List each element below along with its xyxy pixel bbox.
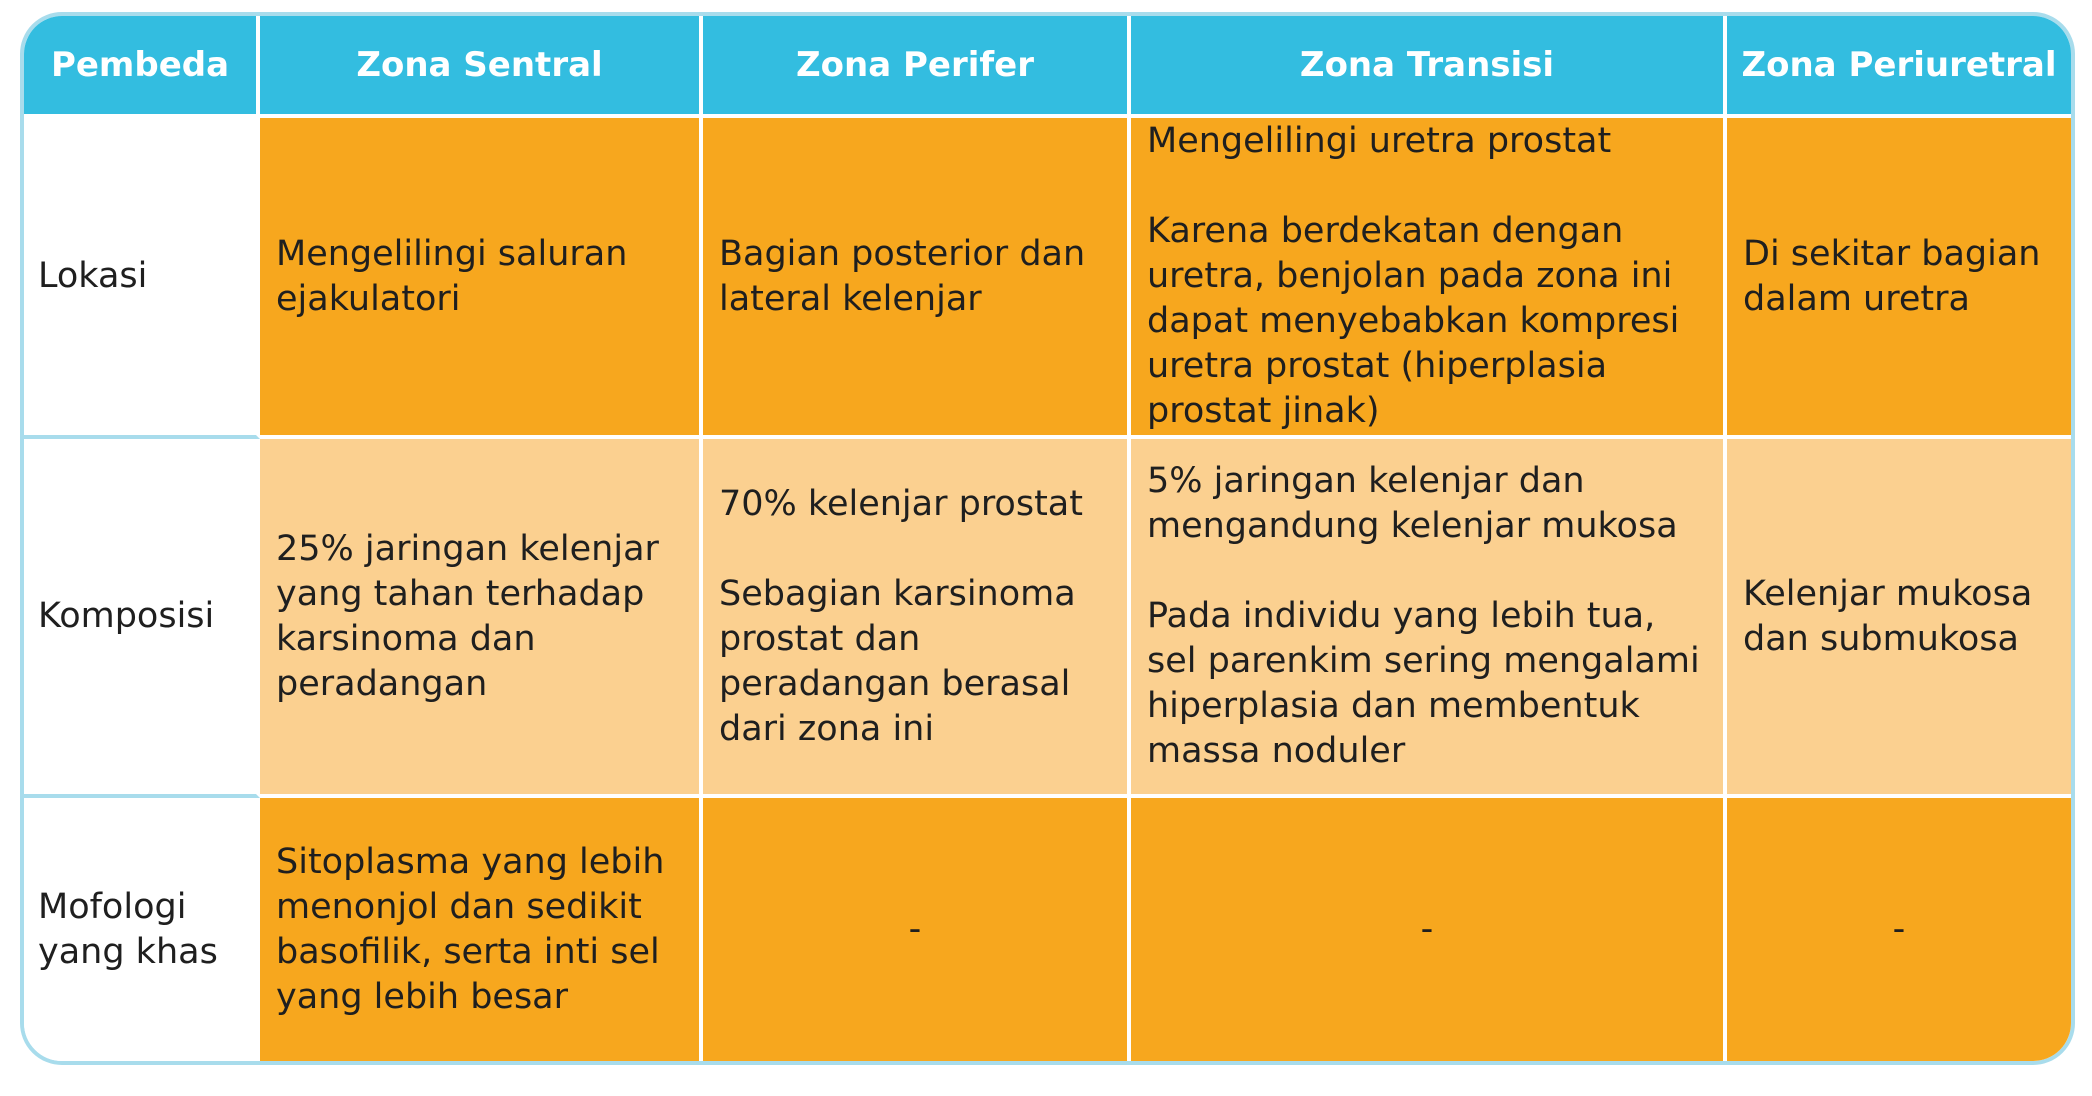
row-label-morfologi: Mofologi yang khas: [24, 798, 260, 1061]
cell-morfologi-perifer: [703, 798, 1131, 1061]
cell-lokasi-transisi: [1131, 118, 1727, 439]
cell-text: Karena berdekatan dengan uretra, benjolan pada zona ini dapat menyebabkan kompresi uretra prostat (hiperplasia prostat jinak): [1147, 211, 1680, 431]
cell-morfologi-periuretral: [1727, 798, 2071, 1061]
header-zona-periuretral: Zona Periuretral: [1727, 16, 2071, 118]
empty-dash: -: [1892, 909, 1906, 949]
table-grid: [24, 16, 2071, 1061]
header-zona-perifer: Zona Perifer: [703, 16, 1131, 118]
cell-komposisi-transisi: [1131, 439, 1727, 798]
cell-text: Bagian posterior dan lateral kelenjar: [719, 233, 1086, 319]
header-zona-sentral: Zona Sentral: [260, 16, 703, 118]
cell-text: Mengelilingi saluran ejakulatori: [276, 233, 628, 319]
empty-dash: -: [908, 909, 922, 949]
comparison-table: [20, 12, 2075, 1065]
cell-lokasi-periuretral: [1727, 118, 2071, 439]
cell-komposisi-periuretral: [1727, 439, 2071, 798]
header-pembeda: Pembeda: [24, 16, 260, 118]
cell-komposisi-perifer: [703, 439, 1131, 798]
row-label-komposisi: Komposisi: [24, 439, 260, 798]
cell-text: Mengelilingi uretra prostat: [1147, 121, 1612, 161]
cell-morfologi-sentral: [260, 798, 703, 1061]
cell-text: Sebagian karsinoma prostat dan peradangan berasal dari zona ini: [719, 573, 1076, 749]
cell-lokasi-sentral: [260, 118, 703, 439]
header-zona-transisi: Zona Transisi: [1131, 16, 1727, 118]
empty-dash: -: [1420, 909, 1434, 949]
cell-text: 70% kelenjar prostat: [719, 483, 1083, 524]
cell-text: Pada individu yang lebih tua, sel parenkim sering mengalami hiperplasia dan membentuk massa noduler: [1147, 596, 1700, 771]
cell-text: Sitoplasma yang lebih menonjol dan sedikit basofilik, serta inti sel yang lebih besar: [276, 841, 665, 1017]
cell-text: 25% jaringan kelenjar yang tahan terhadap karsinoma dan peradangan: [276, 528, 659, 704]
cell-lokasi-perifer: [703, 118, 1131, 439]
row-label-lokasi: Lokasi: [24, 118, 260, 439]
cell-text: Kelenjar mukosa dan submukosa: [1743, 573, 2033, 659]
cell-morfologi-transisi: [1131, 798, 1727, 1061]
cell-text: 5% jaringan kelenjar dan mengandung kelenjar mukosa: [1147, 461, 1678, 546]
cell-text: Di sekitar bagian dalam uretra: [1743, 233, 2041, 319]
cell-komposisi-sentral: [260, 439, 703, 798]
